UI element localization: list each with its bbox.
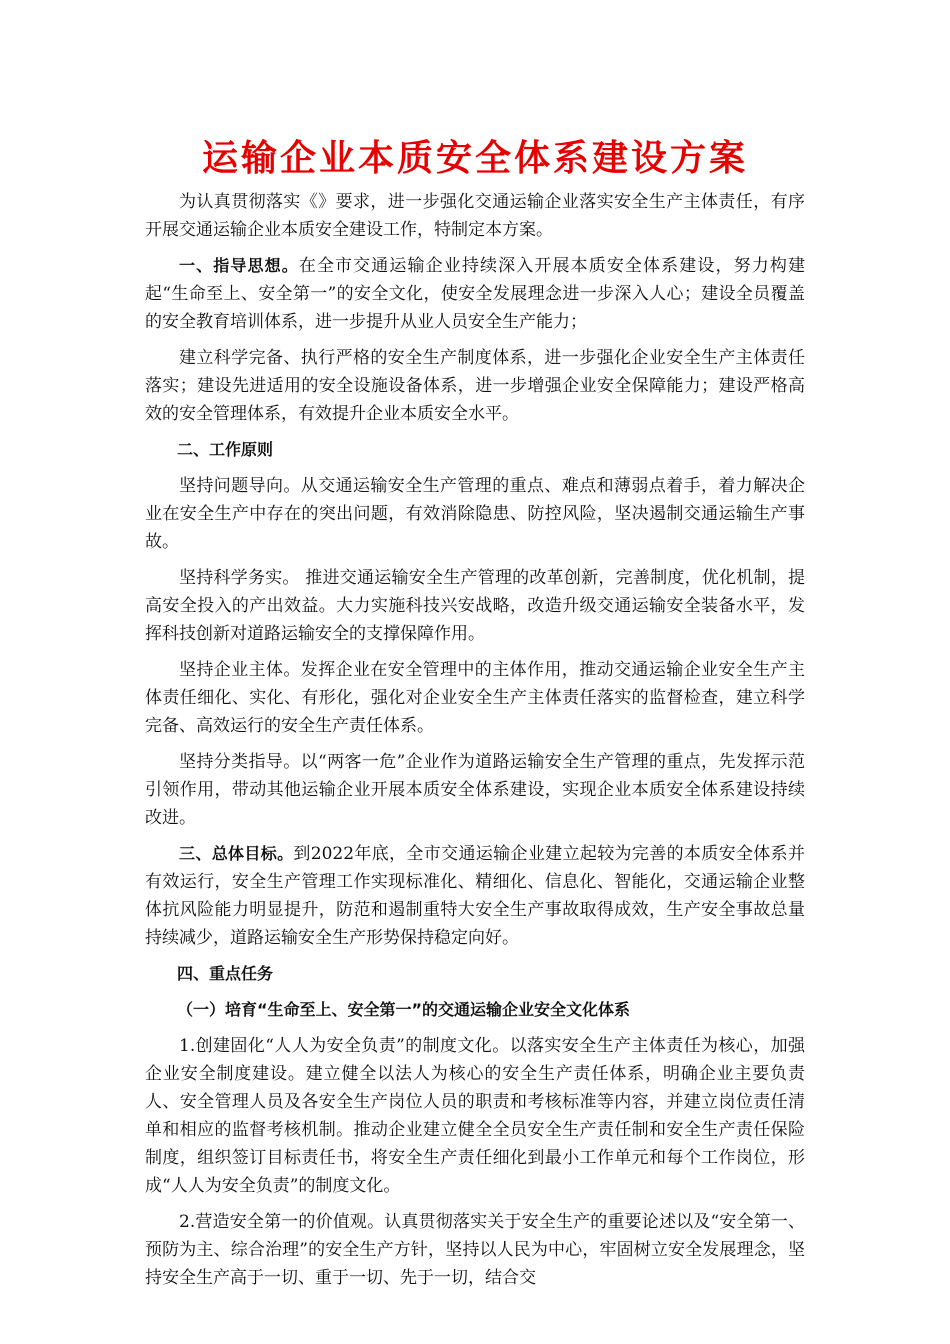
section-2-heading: 二、工作原则	[177, 440, 274, 459]
section-4-paragraph-1: 1.创建固化“人人为安全负责”的制度文化。以落实安全生产主体责任为核心，加强企业安全制度建设。建立健全以法人为核心的安全生产责任体系，明确企业主要负责人、安全管理人员及各安全生产岗位人员的职责和考核标准等内容，并建立岗位责任清单和相应的监督考核机制。推动企业建立健全全员安全生产责任制和安全生产责任保险制度，组织签订目标责任书，将安全生产责任细化到最小工作单元和每个工作岗位，形成“人人为安全负责”的制度文化。	[145, 1036, 805, 1196]
section-1-paragraph-2: 建立科学完备、执行严格的安全生产制度体系，进一步强化企业安全生产主体责任落实；建设先进适用的安全设施设备体系，进一步增强企业安全保障能力；建设严格高效的安全管理体系，有效提升企业本质安全水平。	[145, 348, 805, 424]
section-2-paragraph-3: 坚持企业主体。发挥企业在安全管理中的主体作用，推动交通运输企业安全生产主体责任细化、实化、有形化，强化对企业安全生产主体责任落实的监督检查，建立科学完备、高效运行的安全生产责任体系。	[145, 660, 805, 736]
document-title: 运输企业本质安全体系建设方案	[201, 138, 748, 179]
section-1-paragraph	[145, 252, 805, 336]
section-3-paragraph	[145, 840, 805, 952]
section-1-text: 在全市交通运输企业持续深入开展本质安全体系建设，努力构建起“生命至上、安全第一”的安全文化，使安全发展理念进一步深入人心；建设全员覆盖的安全教育培训体系，进一步提升从业人员安全生产能力；	[145, 256, 805, 332]
section-2-paragraph-1: 坚持问题导向。从交通运输安全生产管理的重点、难点和薄弱点着手，着力解决企业在安全生产中存在的突出问题，有效消除隐患、防控风险，坚决遏制交通运输生产事故。	[145, 476, 805, 552]
section-1-heading: 一、指导思想。	[179, 256, 299, 275]
section-4-paragraph-2: 2.营造安全第一的价值观。认真贯彻落实关于安全生产的重要论述以及“安全第一、预防为主、综合治理”的安全生产方针，坚持以人民为中心，牢固树立安全发展理念，坚持安全生产高于一切、重于一切、先于一切，结合交	[145, 1212, 805, 1288]
document-body	[145, 188, 805, 1300]
intro-paragraph: 为认真贯彻落实《》要求，进一步强化交通运输企业落实安全生产主体责任，有序开展交通运输企业本质安全建设工作，特制定本方案。	[145, 192, 805, 240]
section-4-heading: 四、重点任务	[177, 964, 274, 983]
section-3-text: 到2022年底，全市交通运输企业建立起较为完善的本质安全体系并有效运行，安全生产管理工作实现标准化、精细化、信息化、智能化，交通运输企业整体抗风险能力明显提升，防范和遏制重特大安全生产事故取得成效，生产安全事故总量持续减少，道路运输安全生产形势保持稳定向好。	[145, 844, 805, 948]
section-2-paragraph-4: 坚持分类指导。以“两客一危”企业作为道路运输安全生产管理的重点，先发挥示范引领作用，带动其他运输企业开展本质安全体系建设，实现企业本质安全体系建设持续改进。	[145, 752, 805, 828]
section-4-subheading-1: （一）培育“生命至上、安全第一”的交通运输企业安全文化体系	[177, 1000, 631, 1019]
section-3-heading: 三、总体目标。	[179, 844, 294, 863]
section-2-paragraph-2: 坚持科学务实。 推进交通运输安全生产管理的改革创新，完善制度，优化机制，提高安全投入的产出效益。大力实施科技兴安战略，改造升级交通运输安全装备水平，发挥科技创新对道路运输安全的支撑保障作用。	[145, 568, 805, 644]
